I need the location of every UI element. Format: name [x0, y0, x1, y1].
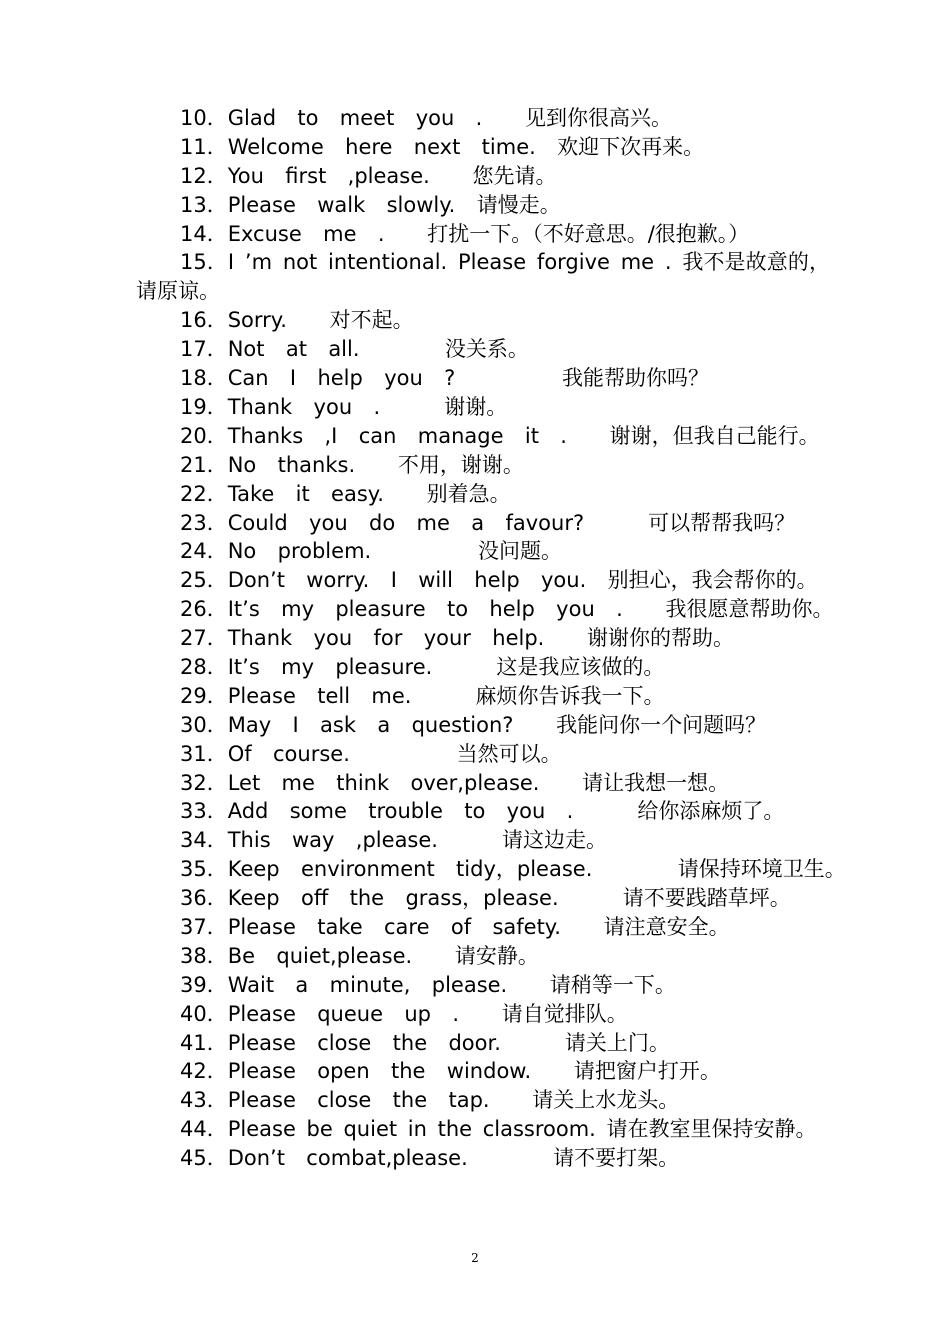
phrase-line: 19．Thank you . 谢谢。 [180, 394, 508, 419]
phrase-line: 34．This way ,please. 请这边走。 [180, 828, 608, 853]
phrase-line: 31．Of course. 当然可以。 [180, 741, 562, 766]
phrase-line: 24．No problem. 没问题。 [180, 539, 562, 564]
phrase-line: 44．Please be quiet in the classroom. 请在教室里保持安静。 [180, 1117, 817, 1142]
phrase-line: 17．Not at all. 没关系。 [180, 337, 529, 362]
phrase-line: 33．Add some trouble to you . 给你添麻烦了。 [180, 799, 785, 824]
phrase-line: 42．Please open the window. 请把窗户打开。 [180, 1059, 721, 1084]
phrase-line: 41．Please close the door. 请关上门。 [180, 1030, 670, 1055]
phrase-line: 39．Wait a minute, please. 请稍等一下。 [180, 972, 676, 997]
phrase-line: 38．Be quiet,please. 请安静。 [180, 943, 539, 968]
phrase-line: 14．Excuse me . 打扰一下。（不好意思。/很抱歉。） [180, 221, 750, 246]
phrase-line: 32．Let me think over,please. 请让我想一想。 [180, 770, 730, 795]
phrase-line: 20．Thanks ,I can manage it . 谢谢，但我自己能行。 [180, 423, 820, 448]
document-body [136, 104, 846, 1173]
phrase-line: 26．It’s my pleasure to help you . 我很愿意帮助你。 [180, 597, 834, 622]
phrase-line: 36．Keep off the grass，please. 请不要践踏草坪。 [180, 886, 791, 911]
phrase-line: 12．You first ,please. 您先请。 [180, 163, 557, 188]
phrase-line: 16．Sorry. 对不起。 [180, 308, 414, 333]
phrase-line: 28．It’s my pleasure. 这是我应该做的。 [180, 654, 665, 679]
phrase-line: 18．Can I help you ? 我能帮助你吗？ [180, 366, 710, 391]
page-number: 2 [471, 1251, 479, 1265]
phrase-line: 35．Keep environment tidy，please. 请保持环境卫生。 [180, 857, 846, 882]
phrase-line: 45．Don’t combat,please. 请不要打架。 [180, 1146, 680, 1171]
phrase-line: 21．No thanks. 不用，谢谢。 [180, 452, 524, 477]
phrase-line: 27．Thank you for your help. 谢谢你的帮助。 [180, 626, 735, 651]
phrase-line: 10．Glad to meet you . 见到你很高兴。 [180, 106, 673, 130]
phrase-line: 40．Please queue up . 请自觉排队。 [180, 1001, 628, 1026]
phrase-line: 11．Welcome here next time. 欢迎下次再来。 [180, 134, 705, 159]
phrase-line: 25．Don’t worry. I will help you. 别担心，我会帮你的。 [180, 568, 818, 593]
phrase-line: 37．Please take care of safety. 请注意安全。 [180, 914, 730, 939]
phrase-line: 43．Please close the tap. 请关上水龙头。 [180, 1088, 680, 1113]
phrase-line: 22．Take it easy. 别着急。 [180, 481, 511, 506]
phrase-line: 30．May I ask a question? 我能问你一个问题吗？ [180, 712, 767, 737]
phrase-line: 13．Please walk slowly. 请慢走。 [180, 192, 561, 217]
phrase-line: 23．Could you do me a favour? 可以帮帮我吗？ [180, 510, 796, 535]
phrase-line: 15．I ’m not intentional. Please forgive me . 我不是故意的，请原谅。 [136, 250, 830, 304]
phrase-line: 29．Please tell me. 麻烦你告诉我一下。 [180, 683, 665, 708]
